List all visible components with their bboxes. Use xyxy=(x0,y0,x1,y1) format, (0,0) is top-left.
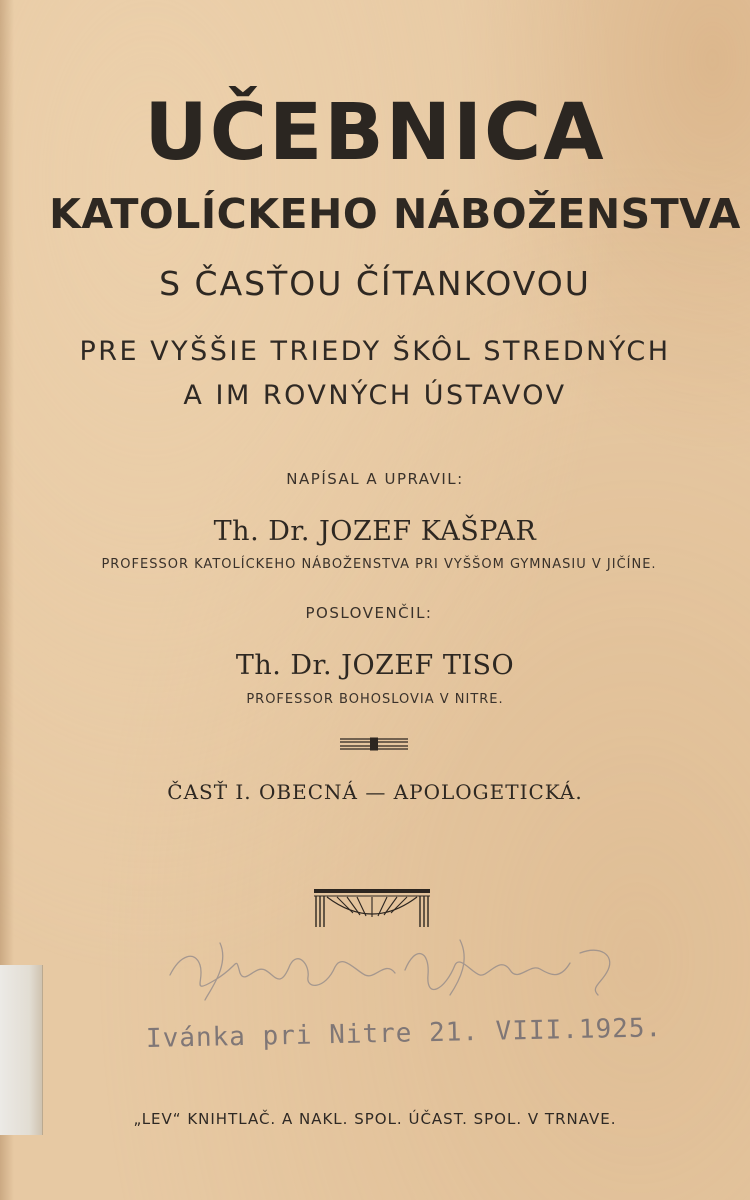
book-subtitle-4: A IM ROVNÝCH ÚSTAVOV xyxy=(183,380,567,411)
author-title: PROFESSOR KATOLÍCKEHO NÁBOŽENSTVA PRI VYŠŠOM GYMNASIU V JIČÍNE. xyxy=(101,557,657,572)
part-heading: ČASŤ I. OBECNÁ — APOLOGETICKÁ. xyxy=(167,780,583,804)
translator-name: Th. Dr. JOZEF TISO xyxy=(235,650,515,681)
book-subtitle-2: S ČASŤOU ČÍTANKOVOU xyxy=(159,264,591,303)
vignette-ornament-icon xyxy=(313,887,431,931)
book-subtitle-1: KATOLÍCKEHO NÁBOŽENSTVA xyxy=(49,190,741,238)
author-name: Th. Dr. JOZEF KAŠPAR xyxy=(213,516,537,547)
book-subtitle-3: PRE VYŠŠIE TRIEDY ŠKÔL STREDNÝCH xyxy=(79,336,671,367)
translator-title: PROFESSOR BOHOSLOVIA V NITRE. xyxy=(246,692,504,707)
ownership-stamp: Ivánka pri Nitre 21. VIII.1925. xyxy=(145,1013,663,1054)
publisher-line: „LEV“ KNIHTLAČ. A NAKL. SPOL. ÚČAST. SPOL. V TRNAVE. xyxy=(133,1110,617,1128)
divider-ornament-icon xyxy=(340,737,408,751)
written-by-label: NAPÍSAL A UPRAVIL: xyxy=(286,470,464,488)
translated-by-label: POSLOVENČIL: xyxy=(305,604,433,622)
handwritten-signature xyxy=(160,935,630,1005)
attached-paper-strip xyxy=(0,965,43,1135)
book-title: UČEBNICA xyxy=(144,88,606,178)
